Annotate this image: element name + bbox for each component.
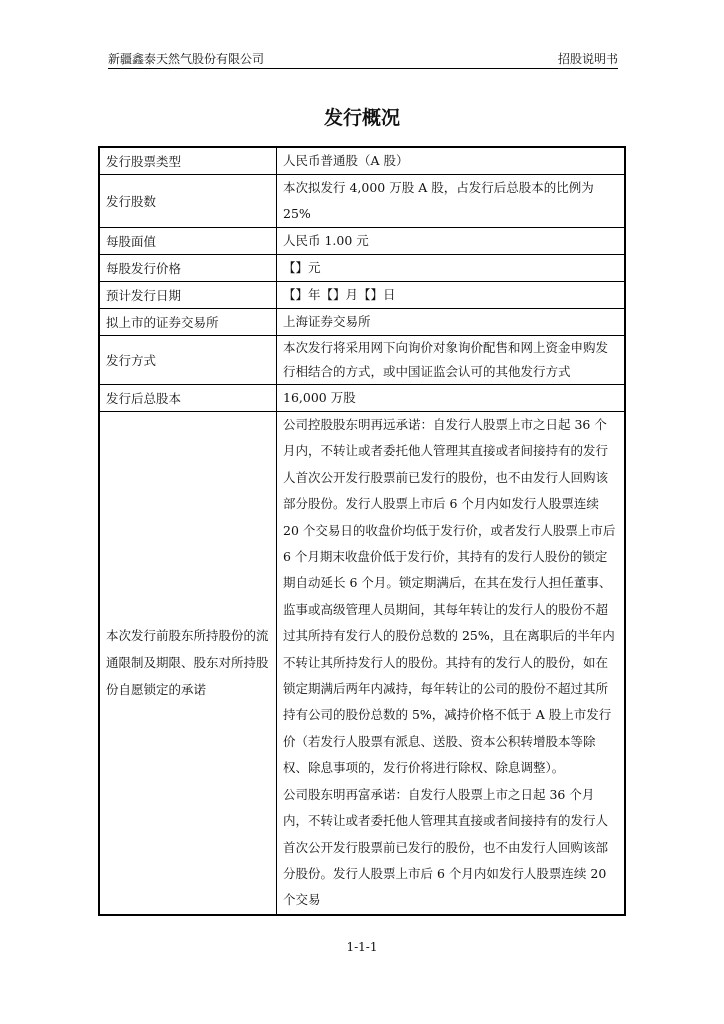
row-value: 本次拟发行 4,000 万股 A 股，占发行后总股本的比例为 25% bbox=[277, 175, 626, 228]
table-row bbox=[99, 147, 625, 175]
row-value: 上海证券交易所 bbox=[277, 309, 626, 336]
table-row bbox=[99, 228, 625, 255]
header-divider bbox=[108, 68, 618, 69]
row-value: 【】年【】月【】日 bbox=[277, 282, 626, 309]
page-header bbox=[108, 50, 618, 68]
lockup-paragraph-controlling-shareholder: 公司控股股东明再远承诺：自发行人股票上市之日起 36 个月内，不转让或者委托他人管理其直接或者间接持有的发行人首次公开发行股票前已发行的股份，也不由发行人回购该部分股份。发行人股票上市后 6 个月内如发行人股票连续 20 个交易日的收盘价均低于发行价，或者发行人股票上市后 6 个月期末收盘价低于发行价，其持有的发行人股份的锁定期自动延长 6 个月。锁定期满后，在其在发行人担任董事、监事或高级管理人员期间，其每年转让的发行人的股份不超过其所持有发行人的股份总数的 25%，且在离职后的半年内不转让其所持发行人的股份。其持有的发行人的股份，如在锁定期满后两年内减持，每年转让的公司的股份不超过其所持有公司的股份总数的 5%，减持价格不低于 A 股上市发行价（若发行人股票有派息、送股、资本公积转增股本等除权、除息事项的，发行价将进行除权、除息调整）。 bbox=[283, 417, 616, 776]
page-title: 发行概况 bbox=[323, 107, 400, 129]
row-value: 16,000 万股 bbox=[277, 385, 626, 412]
row-label: 发行股数 bbox=[99, 175, 277, 228]
table-row bbox=[99, 309, 625, 336]
lockup-paragraph-shareholder: 公司股东明再富承诺：自发行人股票上市之日起 36 个月内，不转让或者委托他人管理其直接或者间接持有的发行人首次公开发行股票前已发行的股份，也不由发行人回购该部分股份。发行人股票上市后 6 个月内如发行人股票连续 20 个交易 bbox=[283, 786, 609, 908]
table-row bbox=[99, 282, 625, 309]
document-type: 招股说明书 bbox=[557, 52, 618, 66]
row-value: 人民币普通股（A 股） bbox=[277, 147, 626, 175]
table-row bbox=[99, 175, 625, 228]
row-value: 【】元 bbox=[277, 255, 626, 282]
page-number: 1-1-1 bbox=[346, 940, 378, 954]
row-label: 发行方式 bbox=[99, 336, 277, 385]
row-label: 发行后总股本 bbox=[99, 385, 277, 412]
row-value: 人民币 1.00 元 bbox=[277, 228, 626, 255]
table-row-lockup bbox=[99, 412, 625, 915]
company-name: 新疆鑫泰天然气股份有限公司 bbox=[108, 52, 265, 66]
row-label: 每股发行价格 bbox=[99, 255, 277, 282]
table-row bbox=[99, 255, 625, 282]
row-label: 预计发行日期 bbox=[99, 282, 277, 309]
row-value: 本次发行将采用网下向询价对象询价配售和网上资金申购发行相结合的方式，或中国证监会认可的其他发行方式 bbox=[277, 336, 626, 385]
offering-overview-table bbox=[98, 146, 626, 916]
row-label: 拟上市的证券交易所 bbox=[99, 309, 277, 336]
row-label: 每股面值 bbox=[99, 228, 277, 255]
table-row bbox=[99, 336, 625, 385]
lockup-label: 本次发行前股东所持股份的流通限制及期限、股东对所持股份自愿锁定的承诺 bbox=[99, 412, 277, 915]
lockup-value bbox=[277, 412, 626, 915]
row-label: 发行股票类型 bbox=[99, 147, 277, 175]
table-row bbox=[99, 385, 625, 412]
